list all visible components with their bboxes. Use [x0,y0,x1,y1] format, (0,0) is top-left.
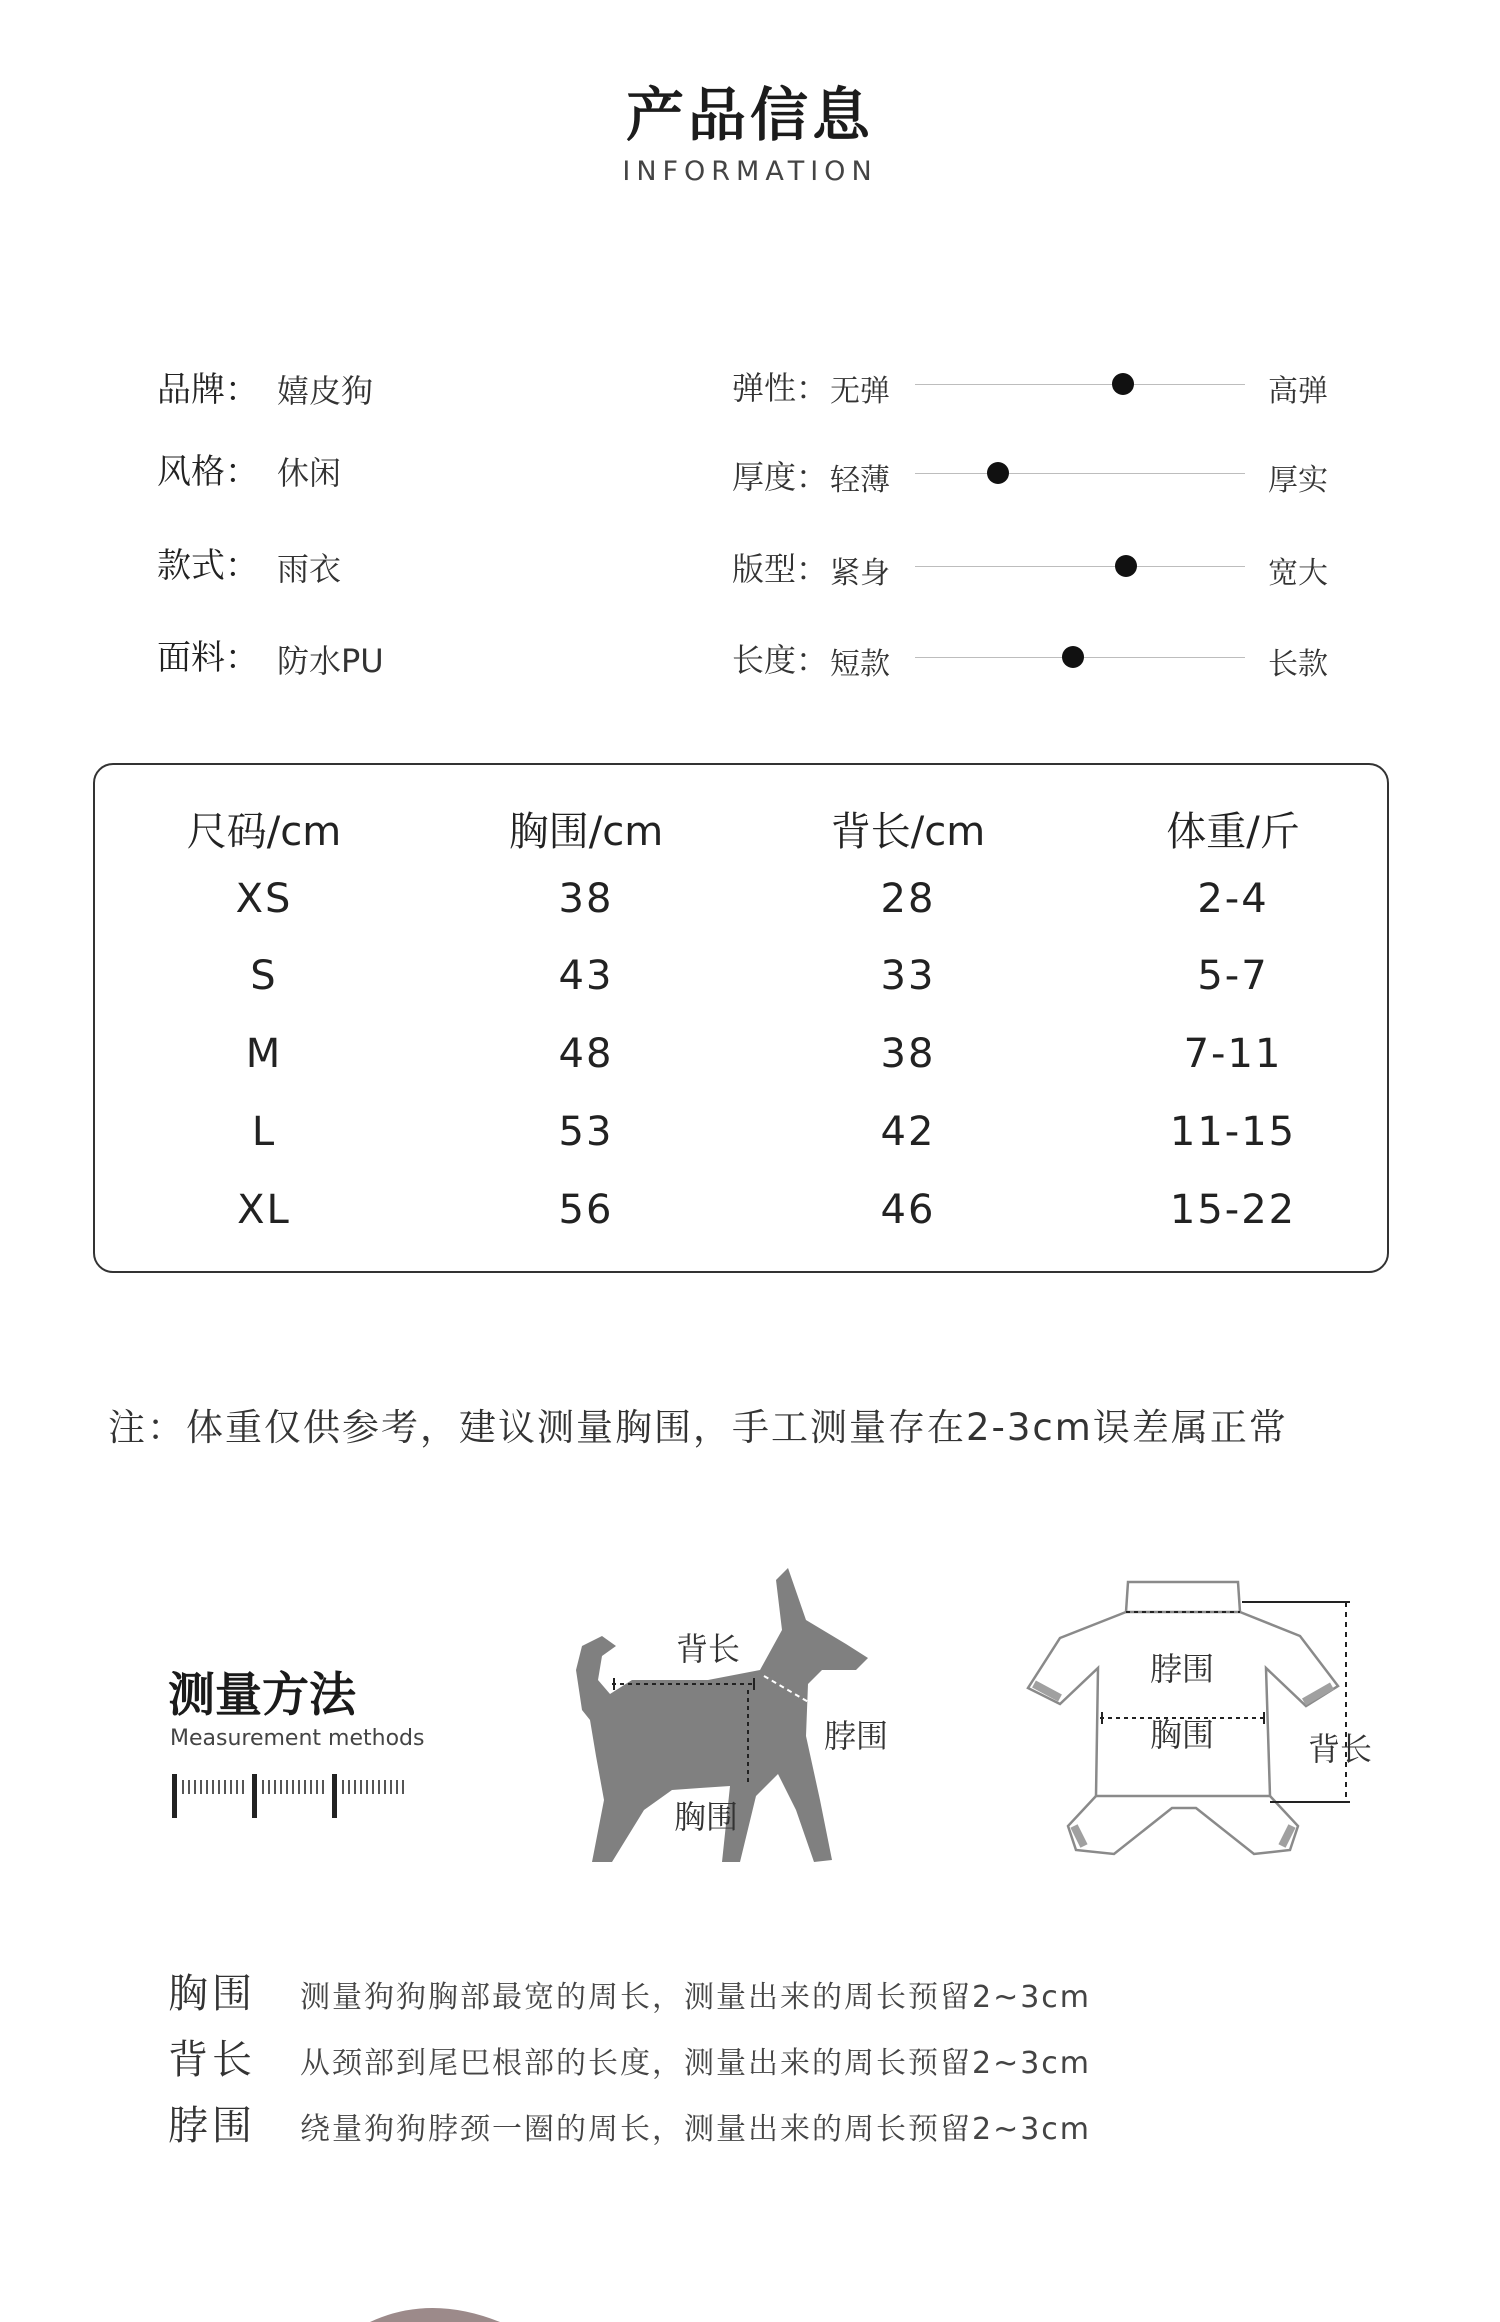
table-cell: 56 [558,1187,614,1233]
slider-dot-thickness [987,462,1009,484]
slider-max-thickness: 厚实 [1268,463,1328,498]
table-cell: XS [235,876,293,922]
table-cell: 15-22 [1169,1187,1297,1233]
dog-label-back: 背长 [676,1630,741,1668]
table-cell: 38 [880,1031,936,1077]
table-cell: 42 [880,1109,936,1155]
table-cell: 48 [558,1031,614,1077]
dog-label-neck: 脖围 [824,1717,889,1755]
slider-max-fit: 宽大 [1268,556,1328,591]
attr-label-style: 风格： [157,452,259,492]
method-text-neck: 绕量狗狗脖颈一圈的周长，测量出来的周长预留2~3cm [300,2112,1092,2147]
slider-min-thickness: 轻薄 [830,463,890,498]
page-title: 产品信息 [625,81,874,149]
garment-label-back: 背长 [1308,1730,1373,1768]
table-cell: 43 [558,953,614,999]
table-cell: 11-15 [1169,1109,1297,1155]
dog-label-chest: 胸围 [674,1798,739,1836]
garment-label-chest: 胸围 [1150,1716,1215,1754]
table-header-weight: 体重/斤 [1166,809,1300,855]
slider-dot-length [1062,646,1084,668]
attr-label-type: 款式： [157,546,259,586]
attr-label-fabric: 面料： [157,638,259,678]
table-cell: XL [237,1187,291,1233]
slider-track-fit [915,566,1245,567]
slider-track-elasticity [915,384,1245,385]
slider-track-thickness [915,473,1245,474]
slider-min-fit: 紧身 [830,556,890,591]
slider-max-elasticity: 高弹 [1268,374,1328,409]
method-term-back: 背长 [168,2037,256,2083]
measure-title: 测量方法 [168,1668,356,1723]
slider-max-length: 长款 [1268,647,1328,682]
slider-label-thickness: 厚度： [732,458,829,496]
attr-value-type: 雨衣 [277,550,342,588]
table-cell: 46 [880,1187,936,1233]
table-cell: 7-11 [1183,1031,1283,1077]
table-cell: 5-7 [1197,953,1269,999]
garment-label-neck: 脖围 [1150,1650,1215,1688]
table-cell: 33 [880,953,936,999]
slider-label-length: 长度： [732,641,829,679]
table-cell: 2-4 [1197,876,1269,922]
table-cell: 38 [558,876,614,922]
slider-min-length: 短款 [830,647,890,682]
attr-value-style: 休闲 [277,454,342,492]
table-header-chest: 胸围/cm [508,809,664,855]
next-section-image [360,2300,510,2322]
slider-dot-fit [1115,555,1137,577]
slider-dot-elasticity [1112,373,1134,395]
table-header-size: 尺码/cm [186,809,342,855]
ruler-icon [170,1772,420,1820]
page-subtitle: INFORMATION [622,156,878,187]
table-cell: 53 [558,1109,614,1155]
method-text-back: 从颈部到尾巴根部的长度，测量出来的周长预留2~3cm [300,2046,1092,2081]
attr-value-fabric: 防水PU [277,642,384,680]
slider-min-elasticity: 无弹 [830,374,890,409]
table-cell: L [251,1109,277,1155]
measure-subtitle: Measurement methods [170,1726,425,1751]
slider-label-elasticity: 弹性： [732,369,829,407]
method-text-chest: 测量狗狗胸部最宽的周长，测量出来的周长预留2~3cm [300,1980,1092,2015]
table-cell: M [245,1031,283,1077]
attr-label-brand: 品牌： [157,370,259,410]
slider-label-fit: 版型： [732,550,829,588]
measurement-note: 注：体重仅供参考，建议测量胸围，手工测量存在2-3cm误差属正常 [108,1406,1288,1449]
table-cell: S [250,953,278,999]
attr-value-brand: 嬉皮狗 [277,372,374,410]
table-cell: 28 [880,876,936,922]
table-header-back: 背长/cm [830,809,986,855]
method-term-chest: 胸围 [168,1971,256,2017]
method-term-neck: 脖围 [168,2103,256,2149]
